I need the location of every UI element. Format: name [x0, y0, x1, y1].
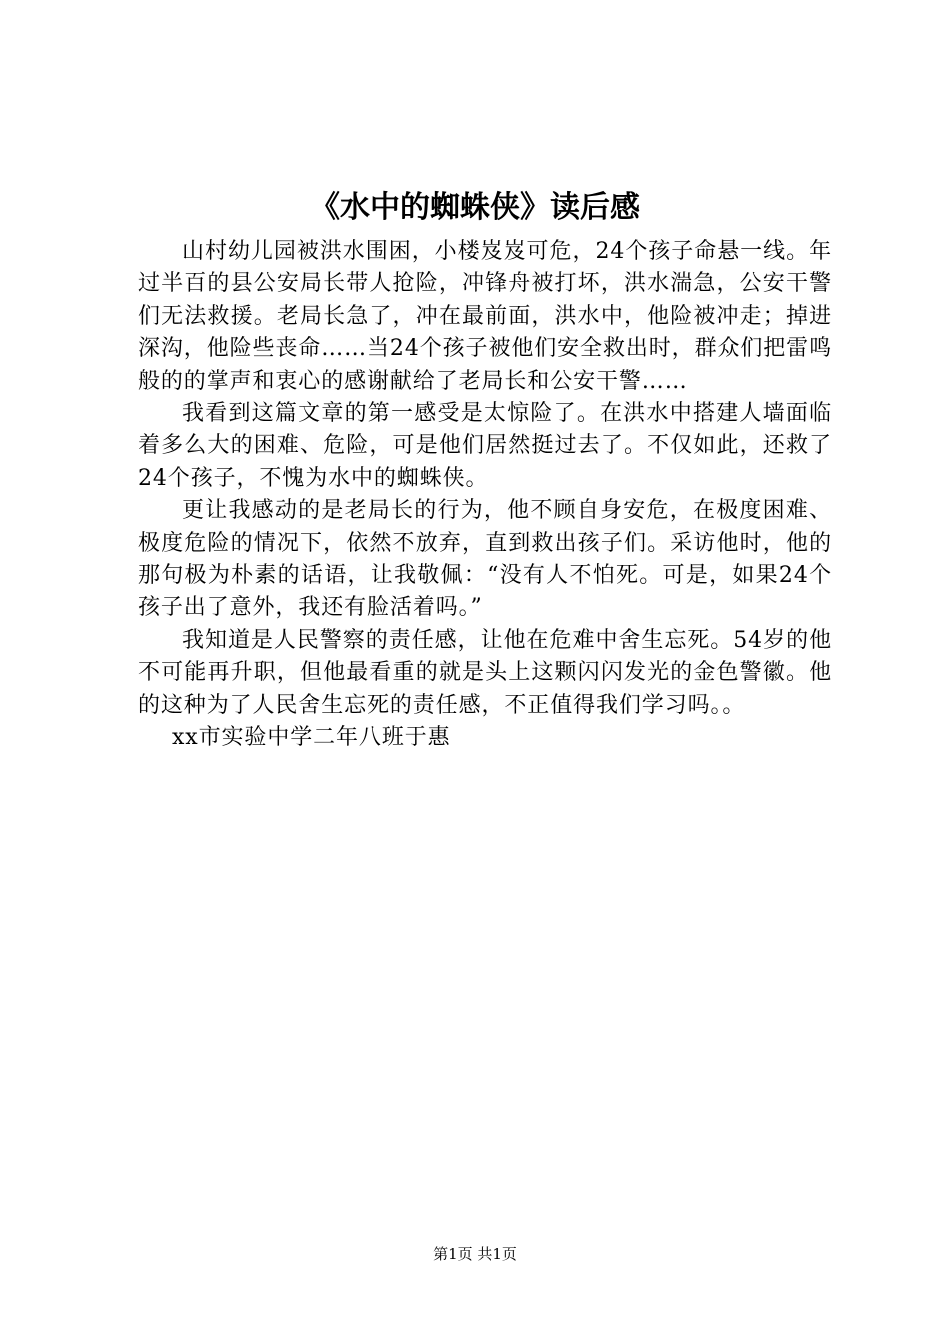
paragraph-3: 更让我感动的是老局长的行为，他不顾自身安危，在极度困难、极度危险的情况下，依然不放弃，直到救出孩子们。采访他时，他的那句极为朴素的话语，让我敬佩：“没有人不怕死。可是，如果24个孩子出了意外，我还有脸活着吗。” [138, 498, 832, 621]
paragraph-2: 我看到这篇文章的第一感受是太惊险了。在洪水中搭建人墙面临着多么大的困难、危险，可是他们居然挺过去了。不仅如此，还救了24个孩子，不愧为水中的蜘蛛侠。 [138, 401, 832, 491]
document-title: 《水中的蜘蛛侠》读后感 [310, 190, 640, 225]
document-body [138, 236, 832, 755]
page-number-footer: 第1页 共1页 [433, 1245, 517, 1263]
author-signature: xx市实验中学二年八班于惠 [172, 725, 451, 751]
paragraph-1: 山村幼儿园被洪水围困，小楼岌岌可危，24个孩子命悬一线。年过半百的县公安局长带人抢险，冲锋舟被打坏，洪水湍急，公安干警们无法救援。老局长急了，冲在最前面，洪水中，他险被冲走；掉进深沟，他险些丧命……当24个孩子被他们安全救出时，群众们把雷鸣般的的掌声和衷心的感谢献给了老局长和公安干警…… [138, 239, 832, 394]
paragraph-4: 我知道是人民警察的责任感，让他在危难中舍生忘死。54岁的他不可能再升职，但他最看重的就是头上这颗闪闪发光的金色警徽。他的这种为了人民舍生忘死的责任感，不正值得我们学习吗。。 [138, 627, 832, 718]
